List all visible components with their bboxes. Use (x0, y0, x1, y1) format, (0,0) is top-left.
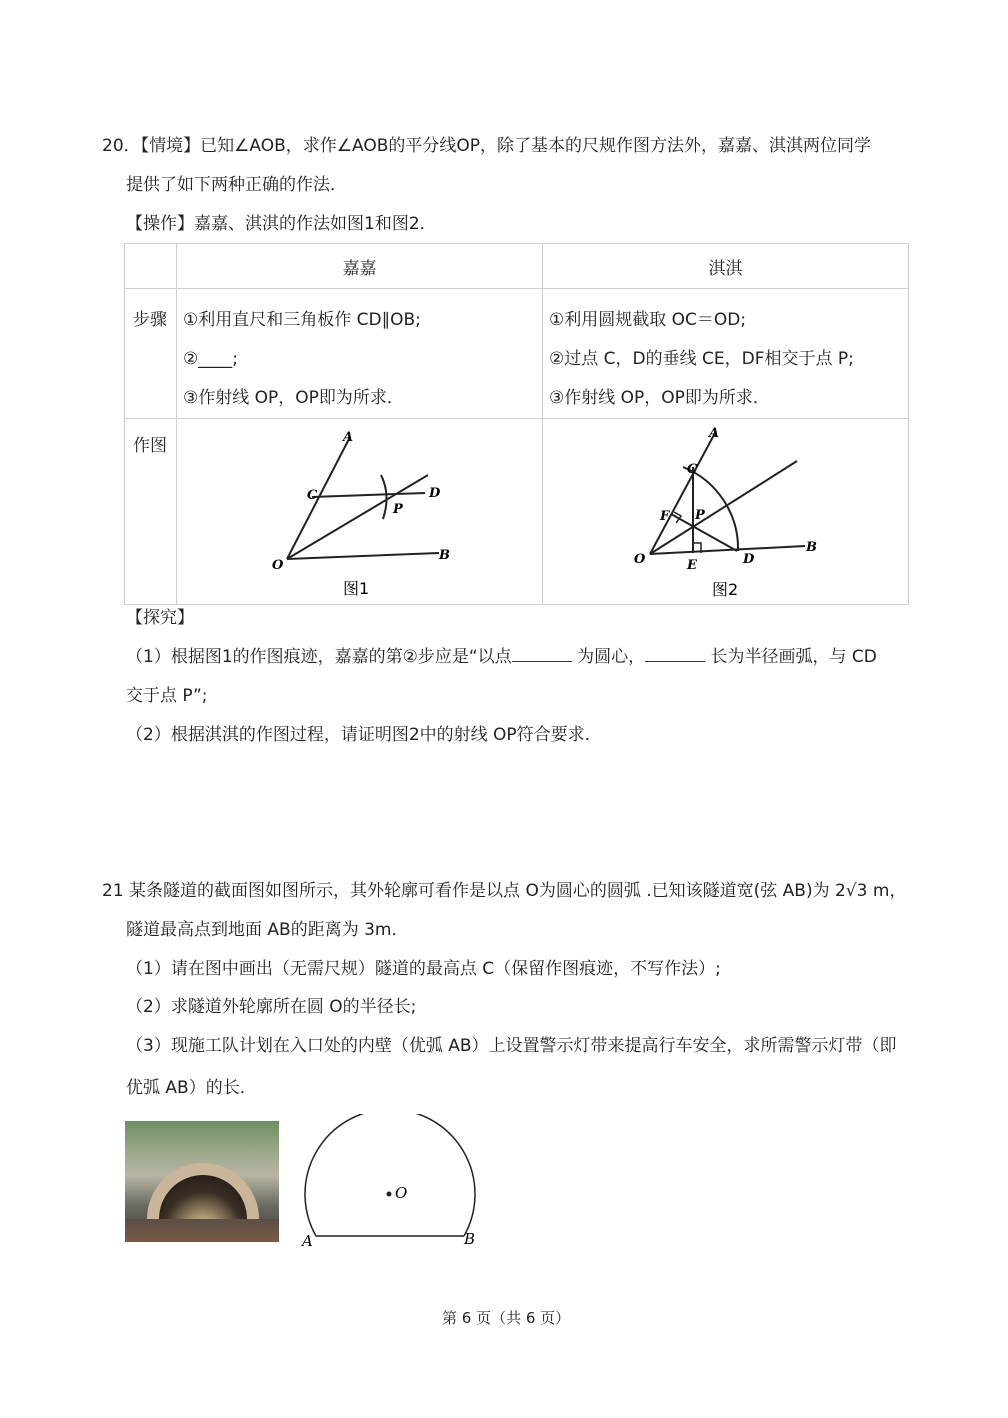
jiajia-step3: ③作射线 OP，OP即为所求． (183, 388, 404, 408)
diagram-label-B: B (464, 1230, 476, 1248)
jiajia-step1: ①利用直尺和三角板作 CD∥OB; (183, 310, 421, 330)
fig2-label-E: E (687, 558, 697, 573)
fig1-caption: 图1 (343, 579, 370, 598)
qiqi-step1: ①利用圆规截取 OC＝OD; (549, 310, 747, 330)
q20-part2: （2）根据淇淇的作图过程，请证明图2中的射线 OP符合要求． (126, 725, 602, 745)
fig2-label-B: B (806, 540, 817, 555)
steps-table (124, 243, 909, 605)
figure-2 (543, 419, 909, 605)
arc-CD (683, 467, 738, 551)
answer-blank-center[interactable] (512, 661, 572, 662)
fig2-label-O: O (634, 552, 646, 567)
figure-1 (177, 419, 543, 605)
segment-CD (312, 493, 425, 497)
ray-OB (650, 546, 805, 554)
page-footer: 第 6 页（共 6 页） (442, 1309, 571, 1327)
ray-OA (650, 433, 715, 554)
fig2-label-C: C (687, 462, 698, 477)
fig2-label-A: A (709, 426, 720, 441)
q21-part3-cont: 优弧 AB）的长． (126, 1078, 257, 1098)
header-qiqi: 淇淇 (543, 244, 909, 289)
ray-OP (650, 461, 797, 554)
jiajia-step2: ②____; (183, 349, 238, 369)
diagram-label-O: O (395, 1184, 408, 1202)
q20-operation: 【操作】嘉嘉、淇淇的作法如图1和图2． (126, 214, 437, 234)
fig2-label-D: D (743, 552, 755, 567)
fig2-label-F: F (660, 509, 670, 524)
q21-part2: （2）求隧道外轮廓所在圆 O的半径长; (126, 997, 417, 1017)
ray-OB (287, 553, 439, 559)
answer-blank-radius[interactable] (645, 661, 705, 662)
qiqi-step3: ③作射线 OP，OP即为所求． (549, 388, 770, 408)
row-label-steps: 步骤 (133, 310, 167, 330)
q20-part1-cont: 交于点 P”; (126, 686, 208, 706)
fig1-label-A: A (343, 430, 354, 445)
tunnel-photo (125, 1121, 279, 1242)
q20-part1: （1）根据图1的作图痕迹，嘉嘉的第②步应是“以点 为圆心， 长为半径画弧，与 CD (126, 647, 877, 667)
center-point-O (387, 1192, 392, 1197)
q21-part3: （3）现施工队计划在入口处的内壁（优弧 AB）上设置警示灯带来提高行车安全，求所需警示灯带（即 (126, 1036, 897, 1056)
fig2-caption: 图2 (712, 580, 739, 599)
fig1-label-P: P (393, 502, 403, 517)
diagram-label-A: A (302, 1232, 313, 1250)
q21-part1: （1）请在图中画出（无需尺规）隧道的最高点 C（保留作图痕迹，不写作法）; (126, 959, 721, 979)
arc-AB (305, 1114, 475, 1236)
q20-intro-line1: 20．【情境】已知∠AOB，求作∠AOB的平分线OP，除了基本的尺规作图方法外，嘉嘉、淇淇两位同学 (102, 136, 871, 156)
fig1-label-O: O (272, 558, 284, 573)
q21-intro-line2: 隧道最高点到地面 AB的距离为 3m． (126, 920, 409, 940)
q20-intro-line2: 提供了如下两种正确的作法． (126, 175, 347, 195)
q21-intro-line1: 21 某条隧道的截面图如图所示，其外轮廓可看作是以点 O为圆心的圆弧 .已知该隧道宽(弦 AB)为 2√3 m， (102, 881, 907, 901)
header-jiajia: 嘉嘉 (177, 244, 543, 289)
explore-heading: 【探究】 (126, 608, 194, 628)
fig1-label-B: B (439, 548, 450, 563)
row-label-figure: 作图 (133, 436, 167, 456)
fig2-label-P: P (695, 508, 705, 523)
tunnel-diagram (296, 1114, 496, 1254)
qiqi-step2: ②过点 C，D的垂线 CE，DF相交于点 P; (549, 349, 854, 369)
arc-mark (381, 475, 387, 519)
fig1-label-C: C (307, 488, 318, 503)
fig1-label-D: D (429, 486, 441, 501)
